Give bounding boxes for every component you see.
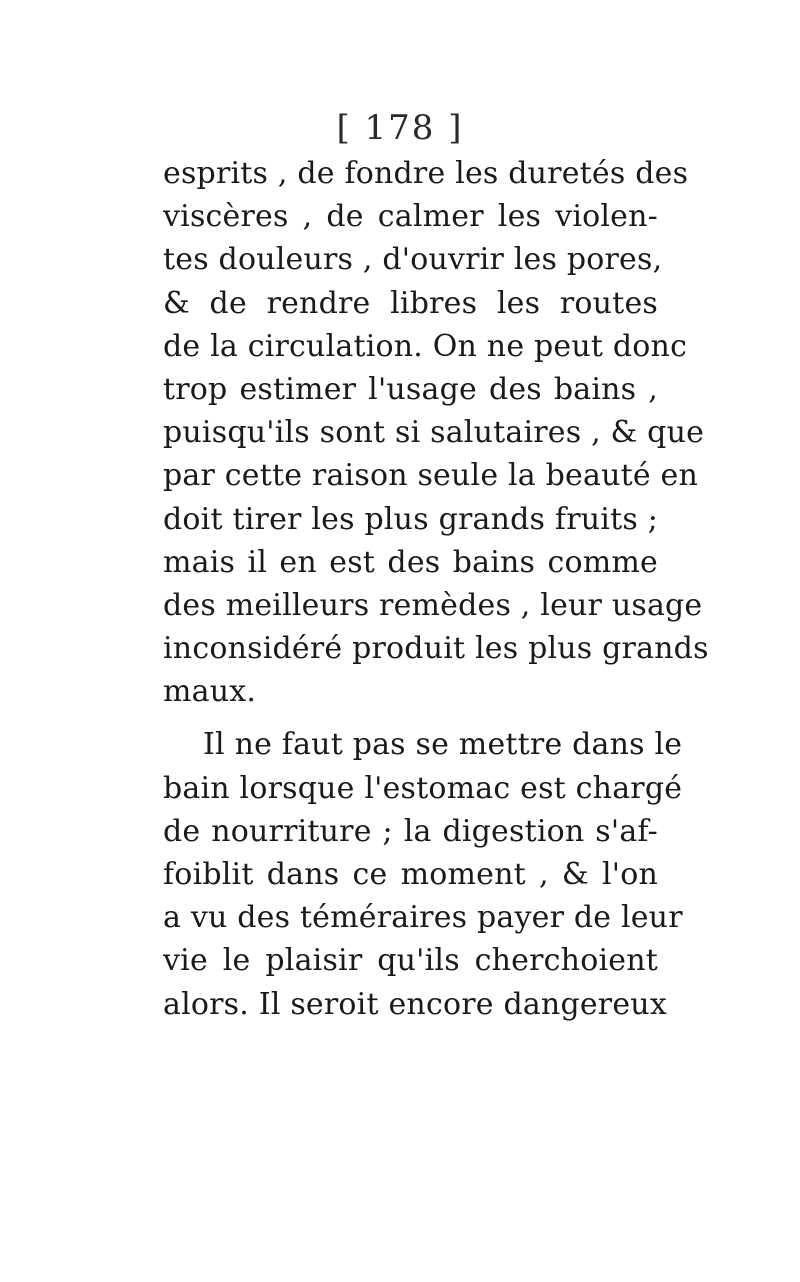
text-line: bain lorsque l'estomac est chargé — [163, 770, 683, 806]
text-line: trop estimer l'usage des bains , — [163, 371, 658, 407]
text-line: tes douleurs , d'ouvrir les pores, — [163, 242, 663, 278]
text-line: alors. Il seroit encore dangereux — [163, 986, 667, 1022]
text-line: foiblit dans ce moment , & l'on — [163, 857, 658, 892]
text-line: mais il en est des bains comme — [163, 544, 658, 580]
page-number: [ 178 ] — [336, 108, 464, 148]
text-line: par cette raison seule la beauté en — [163, 458, 699, 494]
text-line: inconsidéré produit les plus grands — [163, 631, 709, 667]
text-line: esprits , de fondre les duretés des — [163, 156, 689, 191]
body-text — [163, 152, 709, 1026]
paragraph-1 — [163, 152, 709, 713]
text-line: a vu des téméraires payer de leur — [163, 900, 683, 936]
text-line: de la circulation. On ne peut donc — [163, 328, 688, 364]
text-line: Il ne faut pas se mettre dans le — [203, 727, 683, 763]
text-line: viscères , de calmer les violen- — [163, 199, 658, 235]
text-line: & de rendre libres les routes — [163, 285, 658, 321]
text-line: des meilleurs remèdes , leur usage — [163, 587, 703, 623]
paragraph-2 — [163, 723, 683, 1025]
text-line: vie le plaisir qu'ils cherchoient — [163, 943, 658, 979]
text-line: maux. — [163, 674, 257, 710]
paragraph-gap — [163, 713, 658, 723]
text-line: doit tirer les plus grands fruits ; — [163, 501, 658, 537]
text-line: de nourriture ; la digestion s'af- — [163, 813, 658, 849]
text-line: puisqu'ils sont si salutaires , & que — [163, 415, 705, 451]
